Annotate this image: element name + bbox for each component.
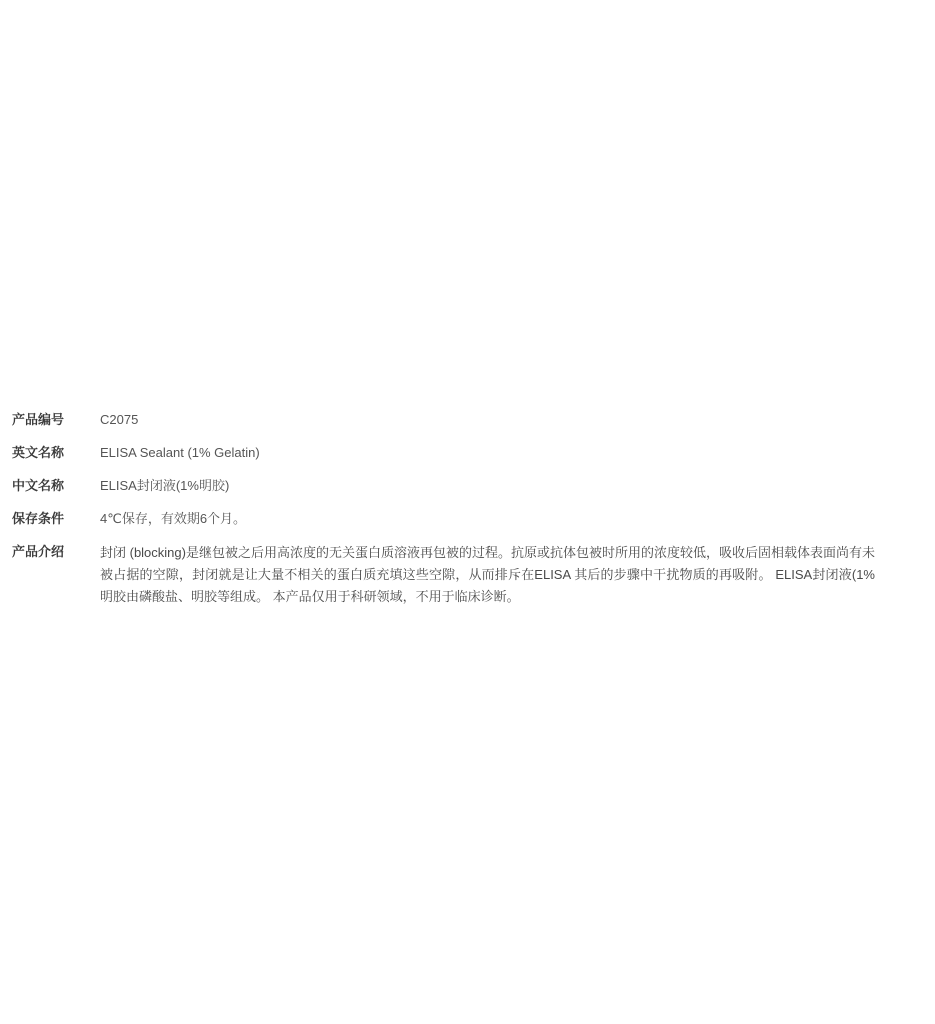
chinese-name-value: ELISA封闭液(1%明胶): [100, 478, 230, 493]
english-name-value: ELISA Sealant (1% Gelatin): [100, 445, 260, 460]
spec-row-storage-condition: [0, 509, 935, 529]
product-spec-sheet: [0, 410, 935, 608]
english-name-label: 英文名称: [12, 445, 65, 460]
storage-condition-label: 保存条件: [12, 511, 65, 526]
product-introduction-label: 产品介绍: [12, 544, 65, 559]
product-introduction-value: 封闭 (blocking)是继包被之后用高浓度的无关蛋白质溶液再包被的过程。抗原或抗体包被时所用的浓度较低，吸收后固相载体表面尚有未被占据的空隙，封闭就是让大量不相关的蛋白质充填这些空隙，从而排斥在ELISA 其后的步骤中干扰物质的再吸附。 ELISA封闭液(1%明胶由磷酸盐、明胶等组成。 本产品仅用于科研领域，不用于临床诊断。: [100, 545, 875, 604]
spec-row-product-introduction: [0, 542, 935, 608]
spec-row-product-code: [0, 410, 935, 430]
storage-condition-value: 4℃保存，有效期6个月。: [100, 511, 247, 526]
product-code-value: C2075: [100, 412, 139, 427]
spec-row-english-name: [0, 443, 935, 463]
chinese-name-label: 中文名称: [12, 478, 65, 493]
spec-row-chinese-name: [0, 476, 935, 496]
product-code-label: 产品编号: [12, 412, 65, 427]
